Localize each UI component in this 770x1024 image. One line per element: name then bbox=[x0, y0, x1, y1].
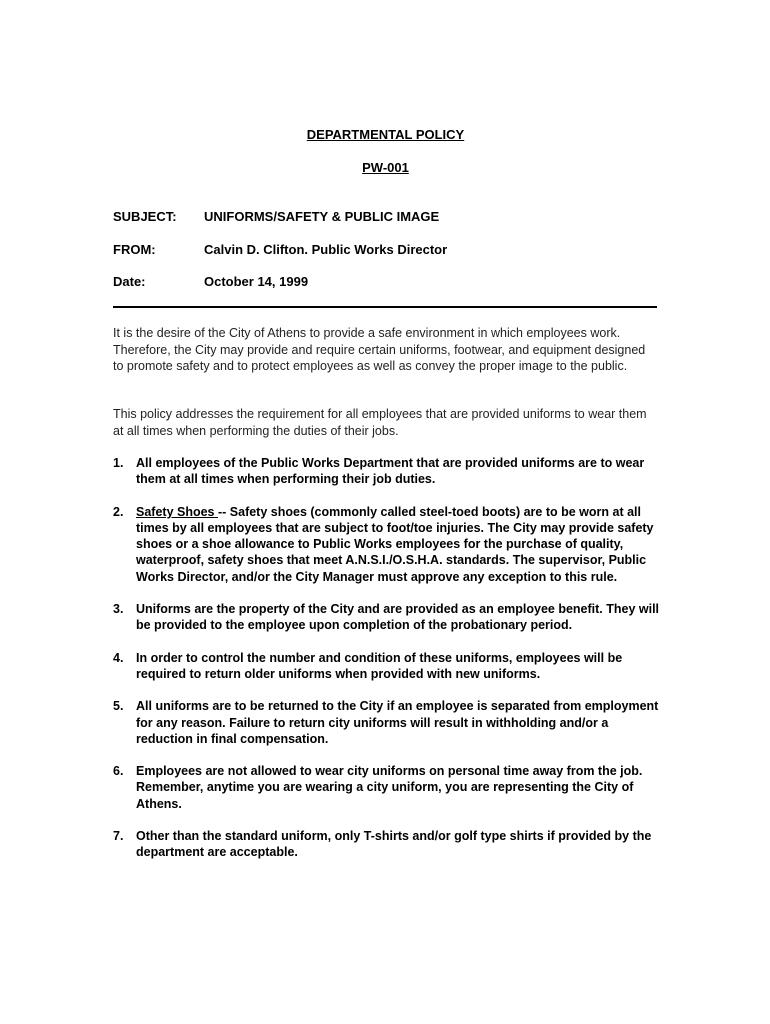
header-divider bbox=[113, 306, 657, 308]
policy-item bbox=[113, 650, 663, 683]
item-lead: Safety Shoes bbox=[136, 504, 218, 519]
subject-row bbox=[113, 209, 658, 224]
from-value: Calvin D. Clifton. Public Works Director bbox=[204, 242, 448, 257]
policy-list bbox=[113, 455, 663, 877]
policy-item bbox=[113, 504, 663, 585]
subject-label: SUBJECT: bbox=[113, 209, 177, 224]
policy-item bbox=[113, 455, 663, 488]
date-row bbox=[113, 274, 658, 289]
intro-paragraph: It is the desire of the City of Athens to provide a safe environment in which employees work. Therefore, the City may provide and require certain uniforms, footwear, and equipment designed to promote safety and to protect employees as well as convey the proper image to the public. bbox=[113, 326, 646, 373]
from-label: FROM: bbox=[113, 242, 156, 257]
item-text: -- Safety shoes (commonly called steel-toed boots) are to be worn at all times by all employees that are subject to foot/toe injuries. The City may provide safety shoes or a shoe allowance to Public Works employees for the purchase of quality, waterproof, safety shoes that meet A.N.S.I./O.S.H.A. standards. The supervisor, Public Works Director, and/or the City Manager must approve any exception to this rule. bbox=[136, 504, 654, 584]
item-text: Employees are not allowed to wear city uniforms on personal time away from the job. Remember, anytime you are wearing a city uniform, you are representing the City of Athens. bbox=[136, 764, 643, 811]
subject-value: UNIFORMS/SAFETY & PUBLIC IMAGE bbox=[204, 209, 440, 224]
item-number: 1. bbox=[113, 456, 124, 470]
item-text: In order to control the number and condition of these uniforms, employees will be required to return older uniforms when provided with new uniforms. bbox=[136, 650, 623, 681]
date-label: Date: bbox=[113, 274, 146, 289]
item-number: 2. bbox=[113, 504, 124, 519]
item-text: All employees of the Public Works Department that are provided uniforms are to wear them at all times when performing their job duties. bbox=[136, 456, 645, 487]
scope-paragraph: This policy addresses the requirement for all employees that are provided uniforms to wear them at all times when performing the duties of their jobs. bbox=[113, 407, 647, 438]
item-text: Other than the standard uniform, only T-shirts and/or golf type shirts if provided by the department are acceptable. bbox=[136, 829, 652, 860]
item-number: 5. bbox=[113, 699, 124, 714]
policy-item bbox=[113, 828, 663, 861]
item-number: 3. bbox=[113, 602, 124, 617]
item-number: 7. bbox=[113, 829, 124, 844]
policy-item bbox=[113, 698, 663, 747]
policy-title: DEPARTMENTAL POLICY bbox=[306, 127, 465, 142]
date-value: October 14, 1999 bbox=[204, 274, 309, 289]
policy-item bbox=[113, 763, 663, 812]
item-text: All uniforms are to be returned to the City if an employee is separated from employment for any reason. Failure to return city uniforms will result in withholding and/or a reduction in final compensation. bbox=[136, 699, 659, 746]
item-number: 4. bbox=[113, 650, 124, 665]
from-row bbox=[113, 242, 658, 257]
policy-number: PW-001 bbox=[362, 160, 409, 175]
policy-item bbox=[113, 601, 663, 634]
item-text: Uniforms are the property of the City and are provided as an employee benefit. They will be provided to the employee upon completion of the probationary period. bbox=[136, 602, 660, 633]
item-number: 6. bbox=[113, 764, 124, 779]
